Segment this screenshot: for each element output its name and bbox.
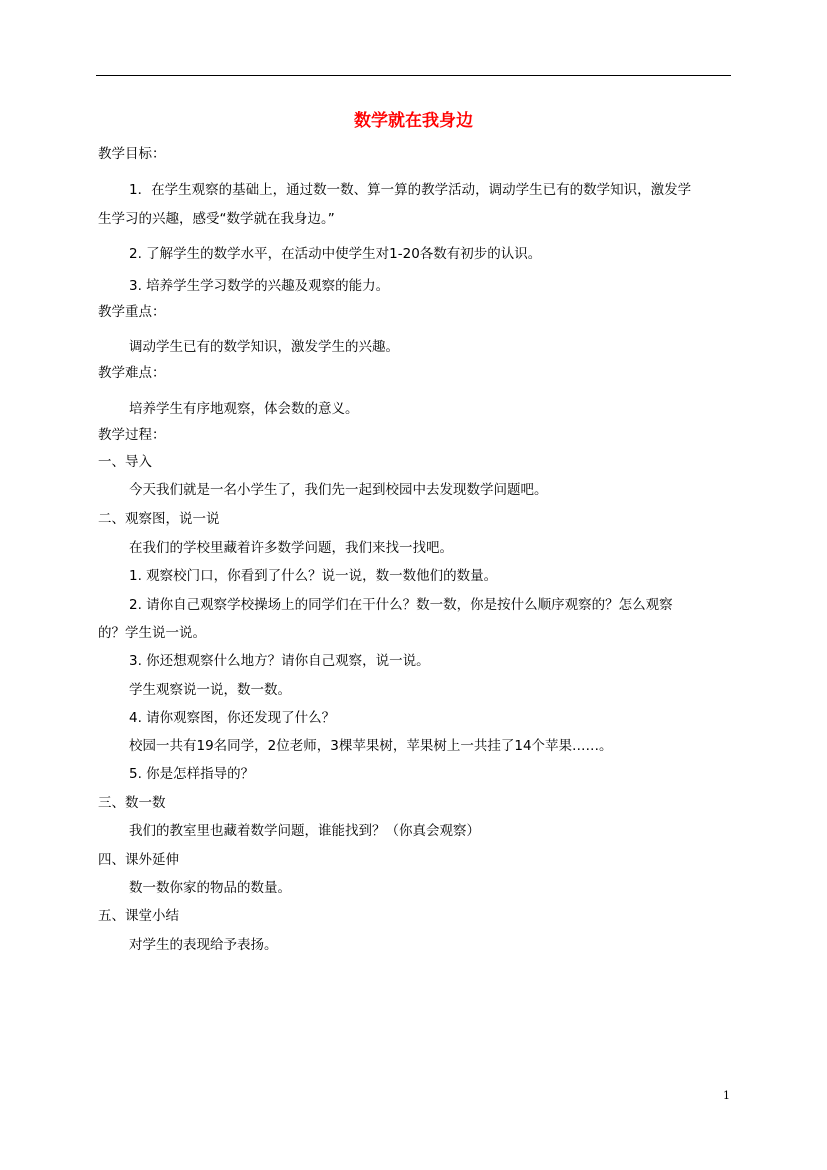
- section-5-heading: 五、课堂小结: [98, 908, 179, 924]
- difficulty: 培养学生有序地观察，体会数的意义。: [129, 401, 359, 417]
- key-point: 调动学生已有的数学知识，激发学生的兴趣。: [129, 339, 399, 355]
- section-2-item-3-note: 学生观察说一说，数一数。: [129, 682, 291, 698]
- section-1-text: 今天我们就是一名小学生了，我们先一起到校园中去发现数学问题吧。: [129, 482, 548, 498]
- section-2-item-4-note: 校园一共有19名同学，2位老师，3棵苹果树，苹果树上一共挂了14个苹果……。: [129, 738, 613, 754]
- objective-1: 1．在学生观察的基础上，通过数一数、算一算的教学活动，调动学生已有的数学知识，激发学: [129, 182, 692, 198]
- objective-3: 3. 培养学生学习数学的兴趣及观察的能力。: [129, 278, 390, 294]
- header-rule: [96, 75, 731, 76]
- section-4-heading: 四、课外延伸: [98, 852, 179, 868]
- section-3-text: 我们的教室里也藏着数学问题，谁能找到？（你真会观察）: [129, 823, 480, 839]
- section-5-text: 对学生的表现给予表扬。: [129, 937, 278, 953]
- heading-difficulties: 教学难点：: [98, 365, 166, 381]
- section-3-heading: 三、数一数: [98, 795, 166, 811]
- document-title: 数学就在我身边: [354, 111, 473, 131]
- objective-1-cont: 生学习的兴趣，感受“数学就在我身边。”: [98, 211, 335, 227]
- section-2-item-1: 1. 观察校门口，你看到了什么？说一说，数一数他们的数量。: [129, 568, 498, 584]
- section-2-heading: 二、观察图，说一说: [98, 511, 220, 527]
- section-1-heading: 一、导入: [98, 454, 152, 470]
- section-4-text: 数一数你家的物品的数量。: [129, 880, 291, 896]
- section-2-item-3: 3. 你还想观察什么地方？请你自己观察，说一说。: [129, 653, 430, 669]
- objective-2: 2. 了解学生的数学水平，在活动中使学生对1-20各数有初步的认识。: [129, 246, 542, 262]
- section-2-item-2-cont: 的？学生说一说。: [98, 625, 206, 641]
- section-2-item-4: 4. 请你观察图，你还发现了什么？: [129, 710, 336, 726]
- section-2-item-5: 5. 你是怎样指导的？: [129, 766, 255, 782]
- heading-objectives: 教学目标：: [98, 146, 166, 162]
- page-number: 1: [723, 1089, 730, 1102]
- section-2-item-2: 2. 请你自己观察学校操场上的同学们在干什么？数一数，你是按什么顺序观察的？怎么观察: [129, 597, 673, 613]
- heading-process: 教学过程：: [98, 427, 166, 443]
- section-2-intro: 在我们的学校里藏着许多数学问题，我们来找一找吧。: [129, 540, 453, 556]
- heading-key-points: 教学重点：: [98, 304, 166, 320]
